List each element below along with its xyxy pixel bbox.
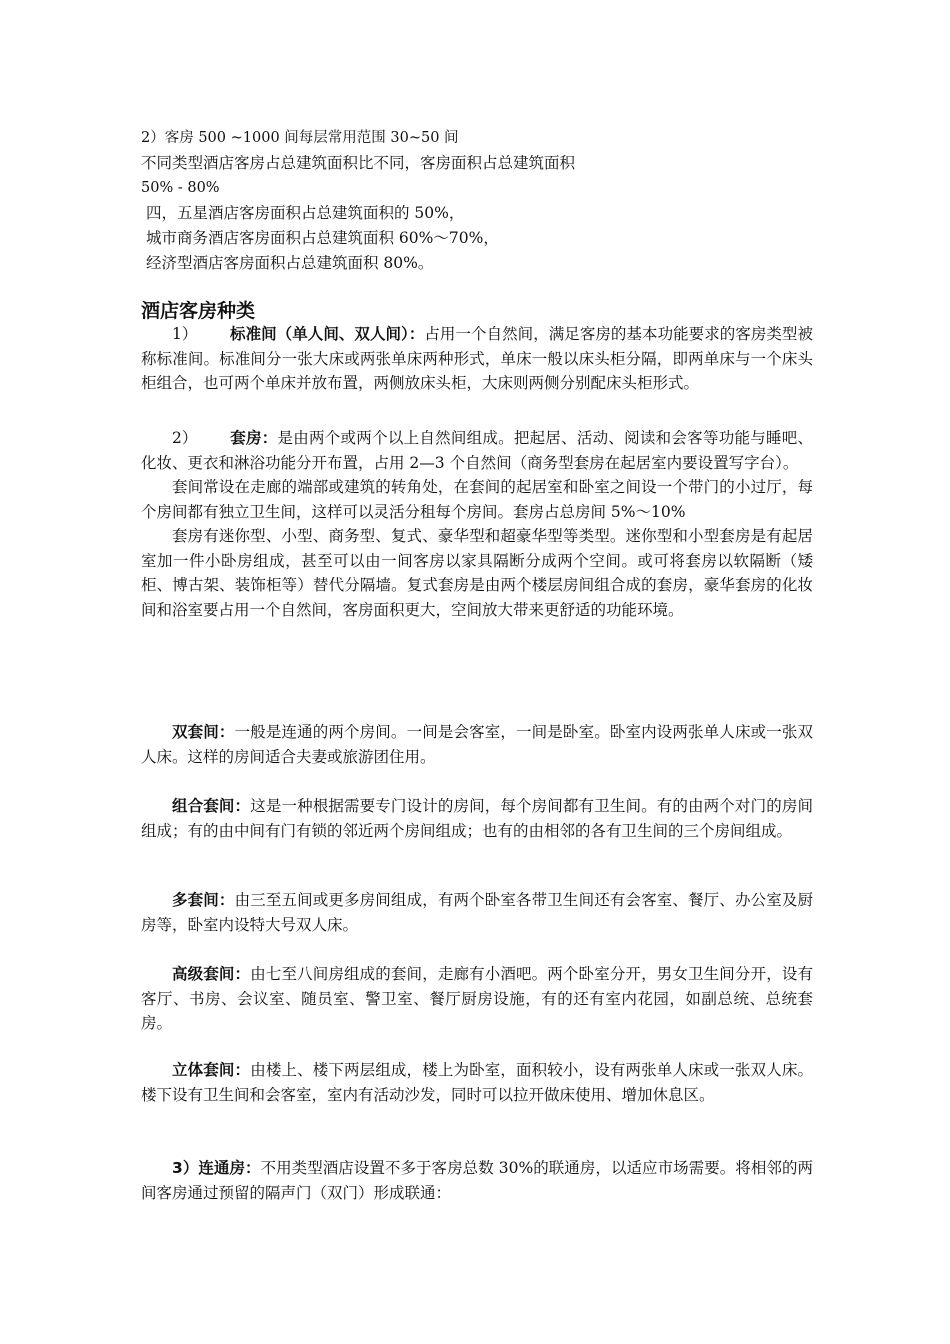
section-title: 酒店客房种类 xyxy=(141,300,256,322)
suite-text: 是由两个或两个以上自然间组成。把起居、活动、阅读和会客等功能与睡吧、化妆、更衣和淋浴功能分开布置，占用 2—3 个自然间（商务型套房在起居室内要设置写字台）。 xyxy=(141,429,813,472)
combo-suite-paragraph xyxy=(141,794,813,843)
item-number: 2） xyxy=(172,429,198,447)
term-duplex-suite: 立体套间： xyxy=(172,1061,251,1079)
term-multi-suite: 多套间： xyxy=(172,891,235,909)
suite-location-paragraph: 套间常设在走廊的端部或建筑的转角处，在套间的起居室和卧室之间设一个带门的小过厅，每个房间都有独立卫生间，这样可以灵活分租每个房间。套房占总房间 5%～10% xyxy=(141,478,813,521)
intro-line-1: 2）客房 500 ~1000 间每层常用范围 30~50 间 xyxy=(141,130,459,146)
item-number: 1） xyxy=(172,325,198,343)
intro-line-6: 经济型酒店客房面积占总建筑面积 80%。 xyxy=(146,254,434,272)
term-standard-room: 标准间（单人间、双人间）： xyxy=(230,325,425,343)
term-premium-suite: 高级套间： xyxy=(172,965,251,983)
double-suite-text: 一般是连通的两个房间。一间是会客室，一间是卧室。卧室内设两张单人床或一张双人床。这样的房间适合夫妻或旅游团住用。 xyxy=(141,723,813,766)
double-suite-paragraph xyxy=(141,720,813,769)
standard-room-text: 占用一个自然间，满足客房的基本功能要求的客房类型被称标准间。标准间分一张大床或两张单床两种形式，单床一般以床头柜分隔，即两单床与一个床头柜组合，也可两个单床并放布置，两侧放床头柜，大床则两侧分别配床头柜形式。 xyxy=(141,325,813,392)
intro-line-5: 城市商务酒店客房面积占总建筑面积 60%～70%， xyxy=(146,229,499,247)
duplex-suite-text: 由楼上、楼下两层组成，楼上为卧室，面积较小，设有两张单人床或一张双人床。楼下设有卫生间和会客室，室内有活动沙发，同时可以拉开做床使用、增加休息区。 xyxy=(141,1061,813,1104)
term-double-suite: 双套间： xyxy=(172,723,235,741)
duplex-suite-paragraph xyxy=(141,1058,813,1107)
intro-line-3: 50% - 80% xyxy=(141,180,220,196)
suite-paragraph xyxy=(141,426,813,622)
intro-line-4: 四，五星酒店客房面积占总建筑面积的 50%， xyxy=(146,204,465,222)
premium-suite-paragraph xyxy=(141,962,813,1036)
intro-line-2: 不同类型酒店客房占总建筑面积比不同，客房面积占总建筑面积 xyxy=(141,154,576,172)
suite-types-paragraph: 套房有迷你型、小型、商务型、复式、豪华型和超豪华型等类型。迷你型和小型套房是有起居室加一件小卧房组成，甚至可以由一间客房以家具隔断分成两个空间。或可将套房以软隔断（矮柜、博古架、装饰柜等）替代分隔墙。复式套房是由两个楼层房间组合成的套房，豪华套房的化妆间和浴室要占用一个自然间，客房面积更大，空间放大带来更舒适的功能环境。 xyxy=(141,527,813,619)
term-suite: 套房： xyxy=(230,429,278,447)
term-connecting-room: 3）连通房： xyxy=(172,1159,261,1177)
combo-suite-text: 这是一种根据需要专门设计的房间，每个房间都有卫生间。有的由两个对门的房间组成；有的由中间有门有锁的邻近两个房间组成；也有的由相邻的各有卫生间的三个房间组成。 xyxy=(141,797,813,840)
connecting-room-paragraph xyxy=(141,1156,813,1205)
connecting-room-text: 不用类型酒店设置不多于客房总数 30%的联通房，以适应市场需要。将相邻的两间客房通过预留的隔声门（双门）形成联通： xyxy=(141,1159,813,1202)
multi-suite-paragraph xyxy=(141,888,813,937)
premium-suite-text: 由七至八间房组成的套间，走廊有小酒吧。两个卧室分开，男女卫生间分开，设有客厅、书房、会议室、随员室、警卫室、餐厅厨房设施，有的还有室内花园，如副总统、总统套房。 xyxy=(141,965,813,1032)
term-combo-suite: 组合套间： xyxy=(172,797,251,815)
standard-room-paragraph xyxy=(141,322,813,396)
multi-suite-text: 由三至五间或更多房间组成，有两个卧室各带卫生间还有会客室、餐厅、办公室及厨房等，卧室内设特大号双人床。 xyxy=(141,891,813,934)
